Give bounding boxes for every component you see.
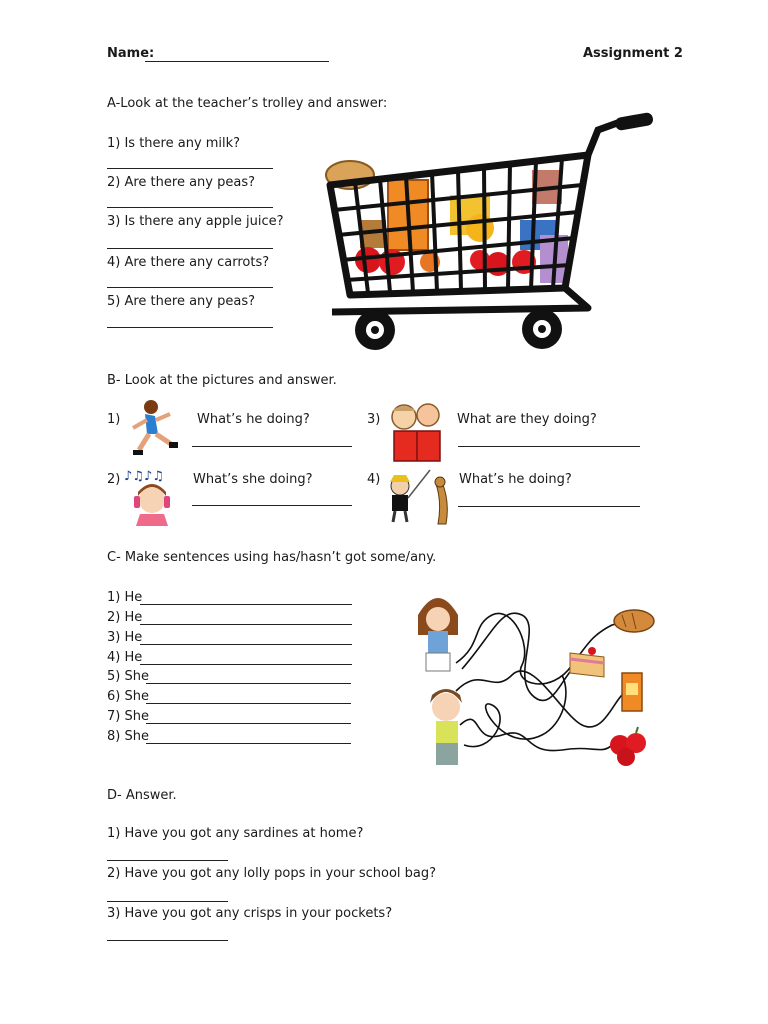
answer-line[interactable] bbox=[140, 604, 352, 605]
answer-line[interactable] bbox=[140, 664, 352, 665]
kids-reading-icon bbox=[388, 401, 446, 465]
answer-line[interactable] bbox=[458, 506, 640, 507]
answer-line[interactable] bbox=[192, 505, 352, 506]
item-question: What’s he doing? bbox=[197, 412, 310, 427]
answer-line[interactable] bbox=[146, 703, 351, 704]
item-number: 2) bbox=[107, 472, 121, 487]
section-a-question: 4) Are there any carrots? bbox=[107, 255, 270, 270]
answer-line[interactable] bbox=[140, 624, 352, 625]
section-a-title: A-Look at the teacher’s trolley and answer: bbox=[107, 96, 388, 111]
section-c-title: C- Make sentences using has/hasn’t got some/any. bbox=[107, 550, 437, 565]
runner-icon bbox=[125, 398, 180, 464]
answer-line[interactable] bbox=[107, 207, 273, 208]
maze-illustration bbox=[412, 585, 662, 775]
section-a-question: 2) Are there any peas? bbox=[107, 175, 256, 190]
sentence-starter: 8) She bbox=[107, 729, 149, 744]
answer-line[interactable] bbox=[192, 446, 352, 447]
apples-icon bbox=[610, 727, 646, 766]
girl-icon bbox=[418, 598, 458, 671]
sentence-starter: 6) She bbox=[107, 689, 149, 704]
boy-with-dog-icon bbox=[384, 462, 454, 526]
name-label: Name: bbox=[107, 46, 155, 61]
item-question: What’s he doing? bbox=[459, 472, 572, 487]
sentence-starter: 7) She bbox=[107, 709, 149, 724]
svg-text:♪♫♪♫: ♪♫♪♫ bbox=[124, 469, 164, 484]
section-a-question: 1) Is there any milk? bbox=[107, 136, 241, 151]
boy-icon bbox=[430, 689, 462, 765]
answer-line[interactable] bbox=[107, 327, 273, 328]
item-number: 3) bbox=[367, 412, 381, 427]
name-answer-line[interactable] bbox=[145, 61, 329, 62]
item-question: What are they doing? bbox=[457, 412, 597, 427]
cake-icon bbox=[570, 647, 604, 677]
answer-line[interactable] bbox=[107, 248, 273, 249]
item-number: 1) bbox=[107, 412, 121, 427]
section-a-question: 3) Is there any apple juice? bbox=[107, 214, 284, 229]
sentence-starter: 5) She bbox=[107, 669, 149, 684]
section-d-question: 1) Have you got any sardines at home? bbox=[107, 826, 364, 841]
section-a-question: 5) Are there any peas? bbox=[107, 294, 256, 309]
section-b-title: B- Look at the pictures and answer. bbox=[107, 373, 337, 388]
section-d-title: D- Answer. bbox=[107, 788, 177, 803]
assignment-title: Assignment 2 bbox=[583, 46, 683, 61]
answer-line[interactable] bbox=[146, 743, 351, 744]
answer-line[interactable] bbox=[107, 901, 228, 902]
answer-line[interactable] bbox=[107, 287, 273, 288]
answer-line[interactable] bbox=[146, 683, 351, 684]
answer-line[interactable] bbox=[146, 723, 351, 724]
answer-line[interactable] bbox=[107, 940, 228, 941]
item-number: 4) bbox=[367, 472, 381, 487]
sentence-starter: 1) He bbox=[107, 590, 143, 605]
answer-line[interactable] bbox=[107, 860, 228, 861]
girl-headphones-icon bbox=[122, 466, 184, 526]
juice-box-icon bbox=[622, 673, 642, 711]
answer-line[interactable] bbox=[458, 446, 640, 447]
section-d-question: 3) Have you got any crisps in your pockets? bbox=[107, 906, 393, 921]
answer-line[interactable] bbox=[107, 168, 273, 169]
shopping-trolley-icon bbox=[320, 110, 660, 355]
bread-icon bbox=[614, 610, 654, 632]
sentence-starter: 2) He bbox=[107, 610, 143, 625]
section-d-question: 2) Have you got any lolly pops in your school bag? bbox=[107, 866, 437, 881]
answer-line[interactable] bbox=[140, 644, 352, 645]
sentence-starter: 4) He bbox=[107, 650, 143, 665]
sentence-starter: 3) He bbox=[107, 630, 143, 645]
item-question: What’s she doing? bbox=[193, 472, 313, 487]
